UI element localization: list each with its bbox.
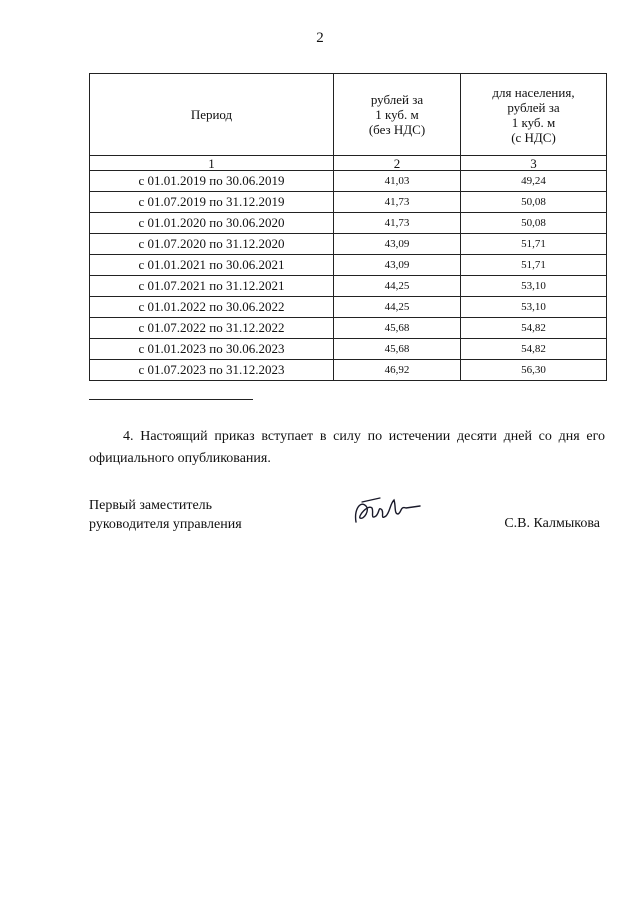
period-cell: с 01.07.2021 по 31.12.2021 bbox=[90, 276, 334, 297]
table-body bbox=[90, 171, 607, 381]
table-row bbox=[90, 213, 607, 234]
price-vat-cell: 53,10 bbox=[461, 297, 607, 318]
table-row bbox=[90, 171, 607, 192]
price-cell: 46,92 bbox=[334, 360, 461, 381]
table-row bbox=[90, 234, 607, 255]
period-cell: с 01.01.2023 по 30.06.2023 bbox=[90, 339, 334, 360]
price-vat-cell: 50,08 bbox=[461, 192, 607, 213]
price-vat-cell: 53,10 bbox=[461, 276, 607, 297]
table-row bbox=[90, 339, 607, 360]
period-cell: с 01.07.2020 по 31.12.2020 bbox=[90, 234, 334, 255]
period-cell: с 01.07.2022 по 31.12.2022 bbox=[90, 318, 334, 339]
price-cell: 43,09 bbox=[334, 255, 461, 276]
column-number: 2 bbox=[334, 156, 461, 171]
order-paragraph: 4. Настоящий приказ вступает в силу по истечении десяти дней со дня его официального опубликования. bbox=[89, 429, 605, 466]
price-cell: 41,73 bbox=[334, 192, 461, 213]
header-line: рублей за bbox=[370, 92, 424, 107]
price-vat-cell: 56,30 bbox=[461, 360, 607, 381]
price-cell: 45,68 bbox=[334, 339, 461, 360]
price-cell: 41,73 bbox=[334, 213, 461, 234]
signatory-title-line: руководителя управления bbox=[89, 517, 242, 532]
price-vat-cell: 54,82 bbox=[461, 318, 607, 339]
header-price-no-vat bbox=[334, 74, 461, 156]
period-cell: с 01.01.2020 по 30.06.2020 bbox=[90, 213, 334, 234]
table-row bbox=[90, 297, 607, 318]
price-vat-cell: 51,71 bbox=[461, 255, 607, 276]
table-row bbox=[90, 255, 607, 276]
price-vat-cell: 54,82 bbox=[461, 339, 607, 360]
price-cell: 44,25 bbox=[334, 297, 461, 318]
header-price-population bbox=[461, 74, 607, 156]
column-number: 1 bbox=[90, 156, 334, 171]
header-line: 1 куб. м bbox=[375, 107, 419, 122]
price-cell: 45,68 bbox=[334, 318, 461, 339]
handwritten-signature bbox=[350, 492, 425, 530]
period-cell: с 01.01.2022 по 30.06.2022 bbox=[90, 297, 334, 318]
header-period: Период bbox=[90, 74, 334, 156]
header-line: для населения, bbox=[492, 84, 575, 100]
period-cell: с 01.07.2023 по 31.12.2023 bbox=[90, 360, 334, 381]
price-vat-cell: 49,24 bbox=[461, 171, 607, 192]
table-row bbox=[90, 318, 607, 339]
period-cell: с 01.07.2019 по 31.12.2019 bbox=[90, 192, 334, 213]
page-number: 2 bbox=[316, 30, 324, 46]
price-vat-cell: 50,08 bbox=[461, 213, 607, 234]
price-vat-cell: 51,71 bbox=[461, 234, 607, 255]
signatory-title bbox=[89, 496, 242, 534]
table-row bbox=[90, 360, 607, 381]
header-line: рублей за bbox=[507, 99, 560, 115]
table-row bbox=[90, 276, 607, 297]
price-cell: 43,09 bbox=[334, 234, 461, 255]
price-cell: 44,25 bbox=[334, 276, 461, 297]
header-line: 1 куб. м bbox=[511, 114, 556, 130]
signatory-title-line: Первый заместитель bbox=[89, 498, 213, 513]
price-cell: 41,03 bbox=[334, 171, 461, 192]
header-line: (с НДС) bbox=[511, 129, 556, 145]
table-header-row bbox=[90, 74, 607, 156]
tariff-table bbox=[89, 73, 607, 381]
footnote-divider bbox=[89, 399, 253, 400]
period-cell: с 01.01.2019 по 30.06.2019 bbox=[90, 171, 334, 192]
table-row bbox=[90, 192, 607, 213]
column-number: 3 bbox=[461, 156, 607, 171]
column-number-row bbox=[90, 156, 607, 171]
signatory-name: С.В. Калмыкова bbox=[504, 516, 600, 531]
period-cell: с 01.01.2021 по 30.06.2021 bbox=[90, 255, 334, 276]
header-line: (без НДС) bbox=[368, 122, 426, 137]
